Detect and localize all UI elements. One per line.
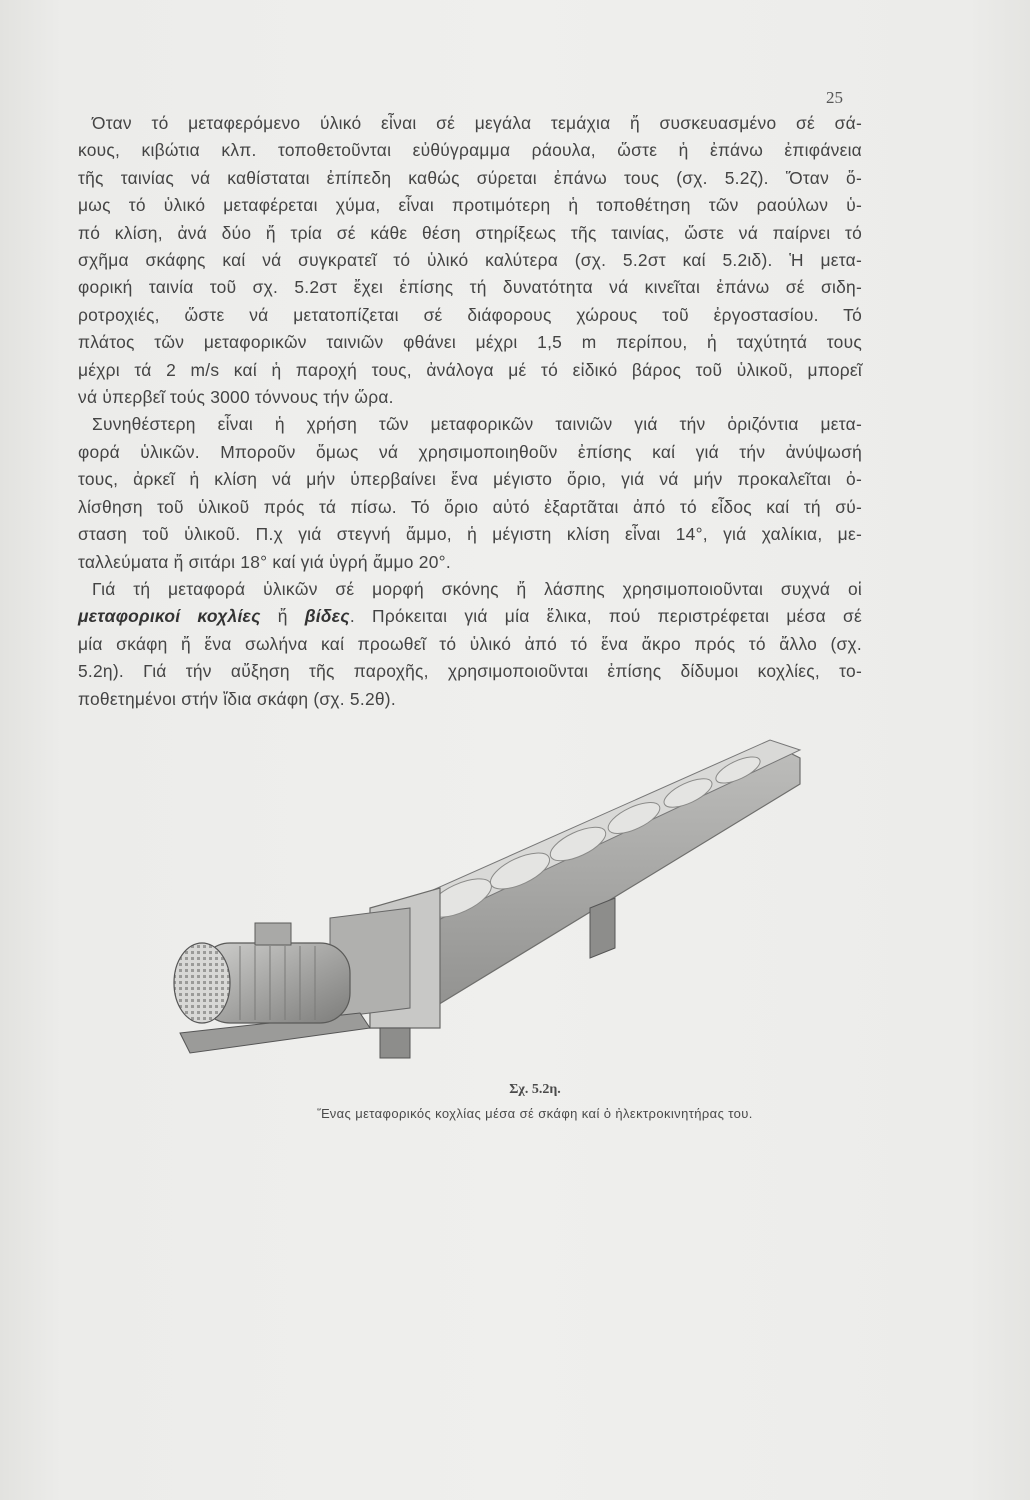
text-line: μία σκάφη ἤ ἕνα σωλήνα καί προωθεῖ τό ὑλικό ἀπό τό ἕνα ἄκρο πρός τό ἄλλο (σχ. <box>78 633 862 654</box>
paragraph-2 <box>78 411 862 575</box>
text-line: ροτροχιές, ὥστε νά μετατοπίζεται σέ διάφορους χώρους τοῦ ἐργοστασίου. Τό <box>78 304 862 325</box>
term-conveyor-screws: μεταφορικοί κοχλίες <box>78 606 261 627</box>
text-line: πλάτος τῶν μεταφορικῶν ταινιῶν φθάνει μέχρι 1,5 m περίπου, ἡ ταχύτητά τους <box>78 332 862 353</box>
text-line: φορική ταινία τοῦ σχ. 5.2στ ἔχει ἐπίσης τή δυνατότητα νά κινεῖται ἐπάνω σέ σιδη- <box>78 277 862 298</box>
body-text <box>78 110 862 713</box>
figure-caption: Ἕνας μεταφορικός κοχλίας μέσα σέ σκάφη καί ὁ ἠλεκτροκινητήρας του. <box>317 1106 753 1121</box>
terminal-box <box>255 923 291 945</box>
screw-conveyor-illustration <box>160 728 820 1068</box>
text-line: τῆς ταινίας νά καθίσταται ἐπίπεδη καθώς σύρεται ἐπάνω τους (σχ. 5.2ζ). Ὅταν ὅ- <box>78 167 862 188</box>
text-line: λίσθηση τοῦ ὑλικοῦ πρός τά πίσω. Τό ὅριο αὐτό ἐξαρτᾶται ἀπό τό εἶδος καί τή σύ- <box>78 496 862 517</box>
term-conjunction: ἤ <box>260 606 305 627</box>
text-line: σχῆμα σκάφης καί νά συγκρατεῖ τό ὑλικό καλύτερα (σχ. 5.2στ καί 5.2ιδ). Ἡ μετα- <box>78 250 862 271</box>
figure-label: Σχ. 5.2η. <box>509 1082 561 1097</box>
paragraph-1 <box>78 110 862 411</box>
paragraph-3 <box>78 576 862 713</box>
text-line: Γιά τή μεταφορά ὑλικῶν σέ μορφή σκόνης ἤ λάσπης χρησιμοποιοῦνται συχνά οἱ <box>92 578 862 599</box>
term-screws: βίδες <box>304 606 350 627</box>
text-line: τους, ἀρκεῖ ἡ κλίση νά μήν ὑπερβαίνει ἕνα μέγιστο ὅριο, γιά νά μήν προκαλεῖται ὀ- <box>78 469 862 490</box>
text-line: κους, κιβώτια κλπ. τοποθετοῦνται εὐθύγραμμα ράουλα, ὥστε ἡ ἐπάνω ἐπιφάνεια <box>78 140 862 161</box>
text-line: ταλλεύματα ἤ σιτάρι 18° καί γιά ὑγρή ἄμμο 20°. <box>78 551 451 572</box>
motor-fan-grille <box>174 943 230 1023</box>
text-line: ποθετημένοι στήν ἴδια σκάφη (σχ. 5.2θ). <box>78 688 396 709</box>
text-line: 5.2η). Γιά τήν αὔξηση τῆς παροχῆς, χρησιμοποιοῦνται ἐπίσης δίδυμοι κοχλίες, το- <box>78 661 862 682</box>
text-line: μως τό ὑλικό μεταφέρεται χύμα, εἶναι προτιμότερη ἡ τοποθέτηση τῶν ραούλων ὑ- <box>78 195 862 216</box>
text-line: νά ὑπερβεῖ τούς 3000 τόννους τήν ὥρα. <box>78 387 394 408</box>
text-line-with-terms <box>78 603 862 630</box>
support-leg <box>590 898 615 958</box>
figure-screw-conveyor <box>160 728 820 1068</box>
text-fragment: . Πρόκειται γιά μία ἕλικα, πού περιστρέφεται μέσα σέ <box>349 606 862 627</box>
text-line: μέχρι τά 2 m/s καί ἡ παροχή τους, ἀνάλογα μέ τό εἰδικό βάρος τοῦ ὑλικοῦ, μπορεῖ <box>78 359 862 380</box>
page-number: 25 <box>826 88 843 107</box>
text-line: σταση τοῦ ὑλικοῦ. Π.χ γιά στεγνή ἄμμο, ἡ μέγιστη κλίση εἶναι 14°, γιά χαλίκια, με- <box>78 524 862 545</box>
text-line: Συνηθέστερη εἶναι ἡ χρήση τῶν μεταφορικῶν ταινιῶν γιά τήν ὁριζόντια μετα- <box>92 414 862 435</box>
text-line: φορά ὑλικῶν. Μποροῦν ὅμως νά χρησιμοποιηθοῦν ἐπίσης καί γιά τήν ἀνύψωσή <box>78 441 862 462</box>
text-line: πό κλίση, ἀνά δύο ἤ τρία σέ κάθε θέση στηρίξεως τῆς ταινίας, ὥστε νά παίρνει τό <box>78 222 862 243</box>
support-leg <box>380 1028 410 1058</box>
text-line: Όταν τό μεταφερόμενο ύλικό εἶναι σέ μεγάλα τεμάχια ἤ συσκευασμένο σέ σά- <box>92 113 862 133</box>
